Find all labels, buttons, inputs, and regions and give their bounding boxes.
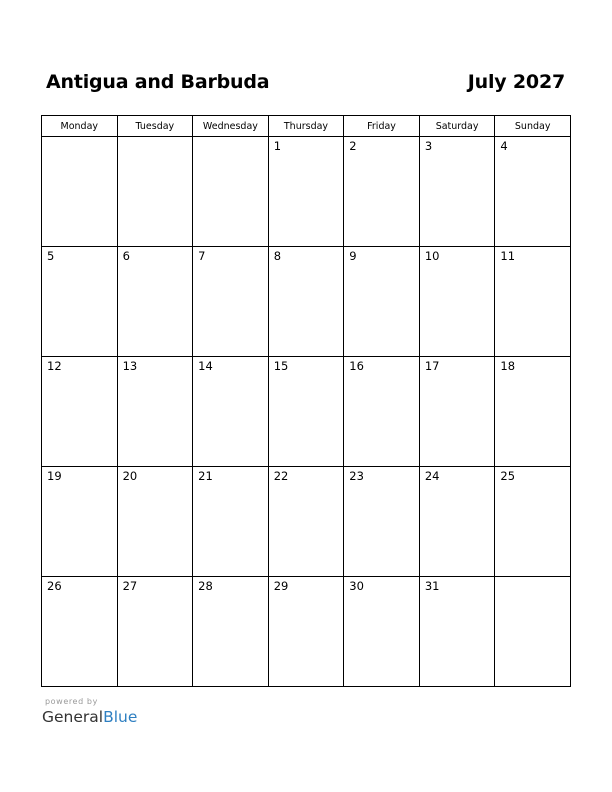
day-number: 31 [424,579,440,593]
day-number [495,577,570,581]
day-cell [419,247,495,357]
day-number: 22 [273,469,289,483]
day-cell [268,137,344,247]
day-cell [419,357,495,467]
day-number: 28 [198,579,213,593]
day-cell [344,357,420,467]
day-number: 18 [500,359,516,373]
week-row [42,467,571,577]
day-cell [117,137,193,247]
day-cell [42,577,118,687]
day-cell [419,137,495,247]
day-cell [268,577,344,687]
weekday-header: Saturday [419,116,495,137]
day-cell [495,357,571,467]
day-cell [419,577,495,687]
week-row [42,357,571,467]
day-cell [495,577,571,687]
weekday-header: Thursday [268,116,344,137]
day-cell [495,137,571,247]
day-cell [268,247,344,357]
day-cell [117,467,193,577]
powered-by-label: powered by [45,697,98,706]
day-number: 6 [122,249,130,263]
month-title: July 2027 [467,71,565,93]
day-cell [193,357,269,467]
day-cell [268,357,344,467]
day-number [42,137,117,141]
day-number: 17 [424,359,440,373]
day-number: 30 [349,579,364,593]
day-cell [42,467,118,577]
day-number: 27 [122,579,138,593]
weekday-header: Monday [42,116,118,137]
day-number: 25 [500,469,516,483]
day-cell [495,467,571,577]
day-cell [117,357,193,467]
day-number: 3 [424,139,433,153]
day-number [193,137,268,141]
logo-text-general: General [42,708,104,726]
generalblue-logo[interactable] [42,708,137,726]
week-row [42,247,571,357]
day-cell [268,467,344,577]
day-number: 1 [273,139,282,153]
weekday-header: Wednesday [193,116,269,137]
day-number: 10 [424,249,440,263]
day-cell [42,247,118,357]
day-cell [117,577,193,687]
weekday-header-row [42,116,571,137]
day-cell [193,137,269,247]
day-cell [344,247,420,357]
day-number: 4 [500,139,508,153]
weekday-header: Friday [344,116,420,137]
day-number: 24 [424,469,440,483]
day-number: 13 [122,359,138,373]
day-number: 11 [500,249,516,263]
logo-text-blue: Blue [103,708,138,726]
day-number: 12 [47,359,62,373]
day-cell [344,467,420,577]
day-number: 26 [47,579,62,593]
weekday-header: Tuesday [117,116,193,137]
day-number: 15 [273,359,289,373]
day-number: 8 [273,249,282,263]
day-number: 23 [349,469,364,483]
day-number: 14 [198,359,213,373]
day-cell [344,577,420,687]
day-number: 29 [273,579,289,593]
day-cell [193,577,269,687]
calendar-grid [41,115,571,687]
week-row [42,137,571,247]
day-cell [419,467,495,577]
weekday-header: Sunday [495,116,571,137]
day-cell [193,247,269,357]
day-number: 16 [349,359,364,373]
day-number: 20 [122,469,138,483]
day-cell [344,137,420,247]
day-number: 21 [198,469,213,483]
day-number [118,137,193,141]
day-cell [117,247,193,357]
day-number: 5 [47,249,55,263]
day-number: 7 [198,249,206,263]
day-number: 2 [349,139,357,153]
day-cell [193,467,269,577]
day-cell [42,137,118,247]
day-number: 9 [349,249,357,263]
day-cell [42,357,118,467]
week-row [42,577,571,687]
day-cell [495,247,571,357]
country-title: Antigua and Barbuda [46,71,270,93]
day-number: 19 [47,469,62,483]
